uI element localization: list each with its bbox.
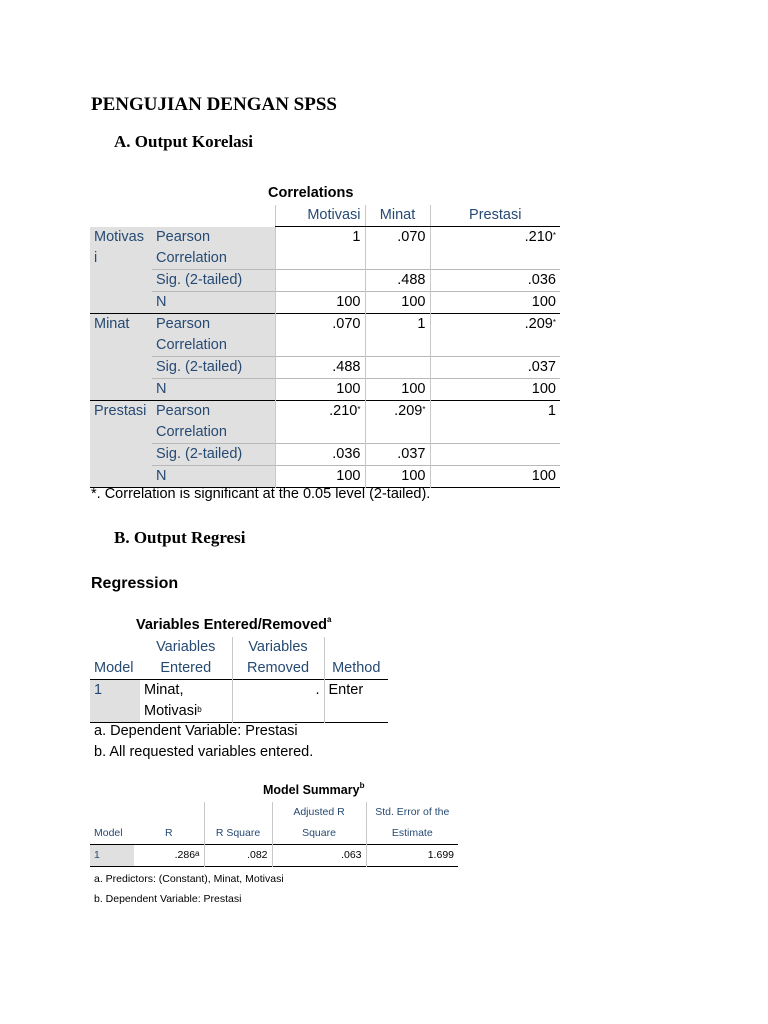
- ver-method-value: Enter: [324, 680, 388, 702]
- corr-variable-label: [90, 400, 152, 487]
- model-summary-title-text: Model Summary: [263, 783, 360, 797]
- ver-entered-line-2: [140, 701, 232, 723]
- ms-header-r-square: R Square: [204, 823, 272, 845]
- ver-header-method: Method: [324, 658, 388, 680]
- regression-title: Regression: [91, 575, 179, 592]
- corr-stat-sig: Sig. (2-tailed): [152, 356, 275, 378]
- ms-se-value: 1.699: [366, 845, 458, 867]
- correlations-title: Correlations: [268, 185, 354, 201]
- corr-stat-pearson-2: Correlation: [156, 336, 227, 353]
- corr-cell-pearson: [430, 227, 560, 270]
- corr-cell-value: .209: [394, 402, 423, 419]
- correlations-header-row: [90, 205, 560, 227]
- section-b-heading: B. Output Regresi: [114, 528, 246, 547]
- corr-cell-sig: .036: [430, 269, 560, 291]
- corr-variable-label: [90, 227, 152, 314]
- corr-variable-line-1: Prestasi: [94, 402, 147, 419]
- section-a-heading: A. Output Korelasi: [114, 132, 254, 151]
- correlations-footnote: *. Correlation is significant at the 0.05 level (2-tailed).: [91, 486, 431, 502]
- corr-cell-pearson: [275, 313, 365, 356]
- ver-header-removed-2: Removed: [232, 658, 324, 680]
- corr-row-sig: [90, 356, 560, 378]
- corr-cell-n: 100: [275, 378, 365, 400]
- corr-cell-n: 100: [275, 465, 365, 487]
- col-header-prestasi: Prestasi: [430, 205, 560, 227]
- corr-variable-line-2: i: [94, 249, 98, 266]
- ms-header-se-2: Estimate: [366, 823, 458, 845]
- ver-entered-text: Motivasi: [144, 703, 198, 719]
- ms-header-se-1: Std. Error of the: [366, 802, 458, 823]
- corr-stat-n: N: [152, 378, 275, 400]
- ver-data-row: [90, 680, 388, 702]
- ms-header-r: R: [164, 827, 173, 839]
- ver-footnote-a: a. Dependent Variable: Prestasi: [94, 723, 298, 739]
- corr-cell-pearson: [275, 400, 365, 443]
- ms-r-text: .286: [174, 849, 196, 861]
- ver-header-row-2: [90, 658, 388, 680]
- corr-stat-pearson: [152, 313, 275, 356]
- corr-cell-sig: .488: [365, 269, 430, 291]
- corr-variable-line-1: Motivas: [94, 228, 144, 245]
- ms-header-adj-1: Adjusted R: [272, 802, 366, 823]
- corr-row-sig: [90, 443, 560, 465]
- corr-row-n: [90, 378, 560, 400]
- corr-cell-pearson: [365, 313, 430, 356]
- ver-header-entered-2: Entered: [160, 660, 212, 676]
- corr-cell-sig: [430, 443, 560, 465]
- corr-row-n: [90, 465, 560, 487]
- corr-stat-pearson-1: Pearson: [156, 228, 211, 245]
- ver-header-entered-1: Variables: [156, 639, 216, 655]
- ver-header-model: Model: [94, 660, 134, 676]
- corr-cell-sig: [365, 356, 430, 378]
- correlations-table: [90, 205, 560, 488]
- corr-stat-pearson: [152, 227, 275, 270]
- corr-cell-flag: *: [357, 404, 361, 414]
- corr-stat-pearson-2: Correlation: [156, 249, 227, 266]
- corr-cell-sig: .037: [365, 443, 430, 465]
- corr-cell-n: 100: [365, 378, 430, 400]
- ms-adj-value: .063: [272, 845, 366, 867]
- corr-cell-pearson: [275, 227, 365, 270]
- corr-stat-pearson-2: Correlation: [156, 423, 227, 440]
- ms-header-model: Model: [94, 827, 123, 839]
- corr-cell-n: 100: [365, 291, 430, 313]
- corr-cell-sig: .036: [275, 443, 365, 465]
- ver-entered-line-1: Minat,: [144, 682, 184, 698]
- ms-header-row-1: [90, 802, 458, 823]
- corr-cell-value: 1: [547, 402, 556, 419]
- ms-model-value: 1: [90, 845, 134, 867]
- ver-data-row-2: [90, 701, 388, 723]
- corr-cell-pearson: [430, 400, 560, 443]
- corr-cell-sig: [275, 269, 365, 291]
- corr-row-pearson: [90, 227, 560, 270]
- corr-cell-pearson: [365, 400, 430, 443]
- variables-entered-title: [136, 617, 331, 633]
- corr-stat-pearson-1: Pearson: [156, 402, 211, 419]
- corr-cell-n: 100: [430, 465, 560, 487]
- ver-model-value: 1: [90, 680, 140, 702]
- corr-cell-flag: *: [422, 404, 426, 414]
- ms-footnote-b: b. Dependent Variable: Prestasi: [94, 893, 242, 905]
- corr-cell-n: 100: [430, 378, 560, 400]
- variables-entered-table: [90, 637, 388, 723]
- ver-header-removed-1: Variables: [232, 637, 324, 658]
- corr-cell-sig: .488: [275, 356, 365, 378]
- ver-entered-sup: b: [197, 705, 202, 714]
- corr-cell-value: 1: [417, 315, 426, 332]
- corr-stat-n: N: [152, 291, 275, 313]
- ms-footnote-a: a. Predictors: (Constant), Minat, Motivasi: [94, 873, 284, 885]
- page-title: PENGUJIAN DENGAN SPSS: [91, 94, 337, 115]
- corr-cell-sig: .037: [430, 356, 560, 378]
- corr-cell-flag: *: [552, 231, 556, 240]
- corr-cell-value: .209: [524, 315, 553, 332]
- corr-cell-value: .070: [397, 229, 426, 245]
- corr-cell-n: 100: [275, 291, 365, 313]
- model-summary-table: [90, 802, 458, 867]
- corr-row-pearson: [90, 400, 560, 443]
- corr-cell-value: .210: [329, 402, 358, 419]
- ms-header-adj-2: Square: [272, 823, 366, 845]
- corr-cell-pearson: [365, 227, 430, 270]
- corr-cell-n: 100: [430, 291, 560, 313]
- model-summary-title: [263, 783, 364, 797]
- corr-variable-label: [90, 313, 152, 400]
- col-header-minat: Minat: [365, 205, 430, 227]
- ver-footnote-b: b. All requested variables entered.: [94, 744, 314, 760]
- corr-cell-value: .070: [332, 315, 361, 332]
- model-summary-title-sup: b: [359, 781, 365, 790]
- corr-cell-pearson: [430, 313, 560, 356]
- corr-variable-line-1: Minat: [94, 315, 130, 332]
- corr-stat-pearson: [152, 400, 275, 443]
- corr-cell-value: 1: [352, 229, 361, 245]
- corr-stat-n: N: [152, 465, 275, 487]
- ver-header-row-1: [90, 637, 388, 658]
- variables-entered-title-text: Variables Entered/Removed: [136, 617, 327, 633]
- ms-r-value: [134, 845, 204, 867]
- col-header-motivasi: Motivasi: [275, 205, 365, 227]
- corr-stat-sig: Sig. (2-tailed): [152, 443, 275, 465]
- ms-r-square-value: .082: [204, 845, 272, 867]
- corr-cell-flag: *: [552, 317, 556, 327]
- variables-entered-title-sup: a: [327, 615, 332, 624]
- corr-cell-n: 100: [365, 465, 430, 487]
- corr-row-pearson: [90, 313, 560, 356]
- corr-stat-pearson-1: Pearson: [156, 315, 211, 332]
- corr-stat-sig: Sig. (2-tailed): [152, 269, 275, 291]
- ms-data-row: [90, 845, 458, 867]
- corr-row-n: [90, 291, 560, 313]
- ms-r-sup: a: [195, 849, 200, 858]
- ms-header-row-2: [90, 823, 458, 845]
- corr-row-sig: [90, 269, 560, 291]
- ver-removed-value: .: [232, 680, 324, 702]
- corr-cell-value: .210: [524, 229, 553, 245]
